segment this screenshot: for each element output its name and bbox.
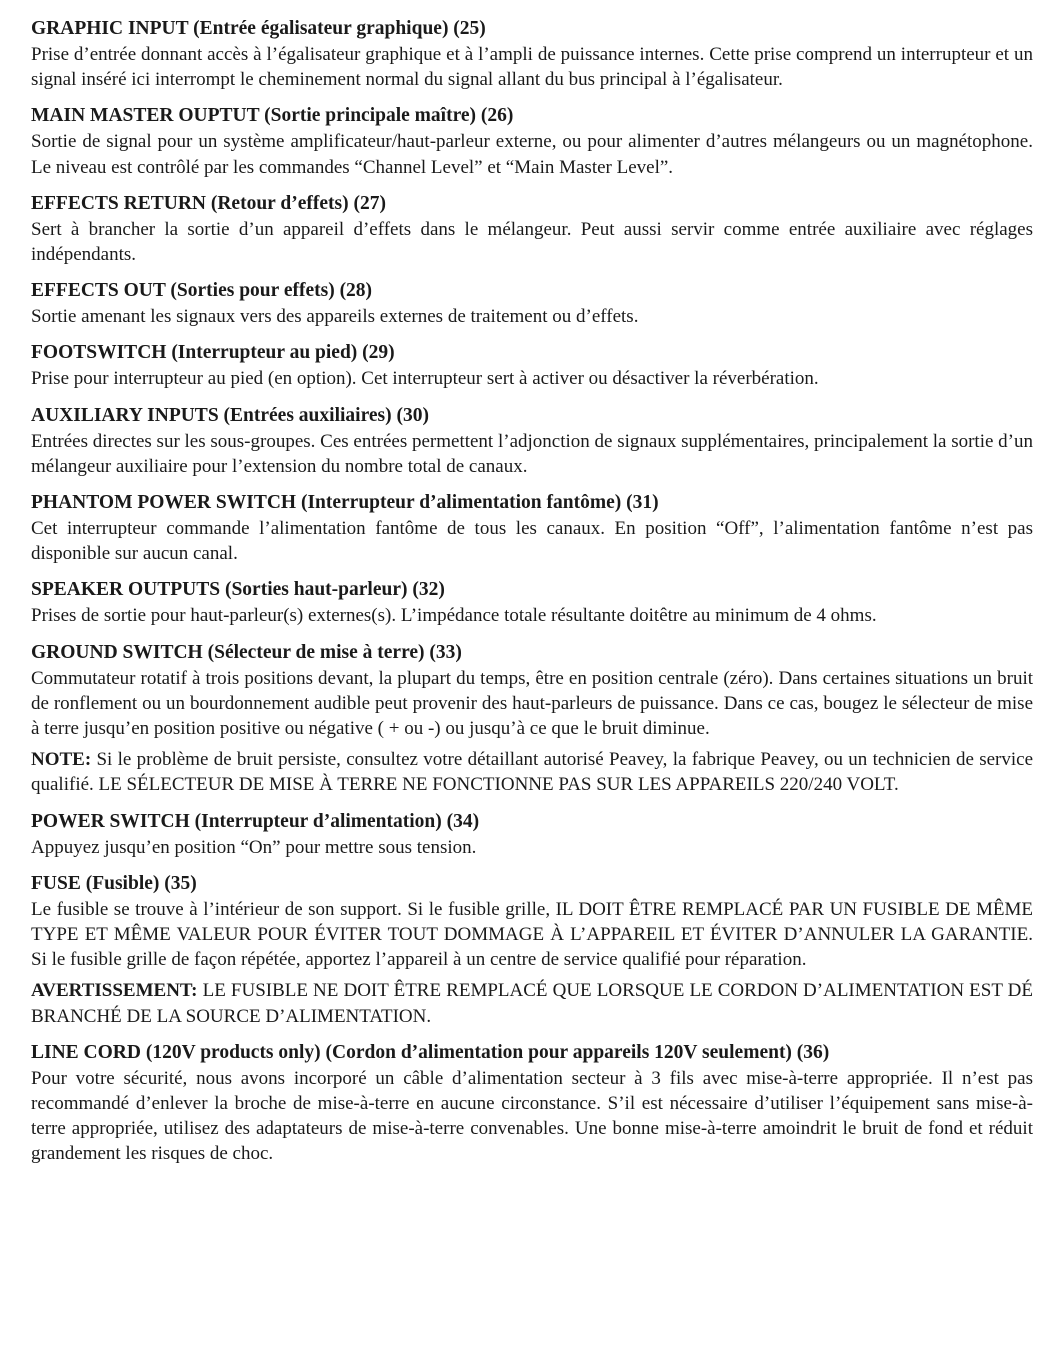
section-body: Pour votre sécurité, nous avons incorporé un câble d’alimentation secteur à 3 fils avec mise-à-terre appropriée. Il n’est pas recommandé d’enlever la broche de mise-à-terre en aucune circonstance. S’il est nécessaire d’utiliser l’équipement sans mise-à-terre appropriée, utilisez des adaptateurs de mise-à-terre convenables. Une bonne mise-à-terre amoindrit le bruit de fond et réduit grandement les risques de choc. (31, 1067, 1033, 1165)
section-heading: GRAPHIC INPUT (Entrée égalisateur graphique) (25) (31, 18, 486, 39)
section-heading: FUSE (Fusible) (35) (31, 872, 197, 894)
section-footswitch (31, 340, 1033, 391)
section-heading: EFFECTS RETURN (Retour d’effets) (27) (31, 192, 386, 214)
section-heading: POWER SWITCH (Interrupteur d’alimentation) (34) (31, 810, 480, 832)
section-body: Entrées directes sur les sous-groupes. Ces entrées permettent l’adjonction de signaux supplémentaires, principalement la sortie d’un mélangeur auxiliaire pour l’extension du nombre total de canaux. (31, 430, 1033, 477)
section-speaker-outputs (31, 577, 1033, 628)
document-page (31, 16, 1033, 1178)
note-label: NOTE: (31, 749, 92, 771)
section-body: Appuyez jusqu’en position “On” pour mettre sous tension. (31, 836, 477, 858)
section-body: Commutateur rotatif à trois positions devant, la plupart du temps, être en position centrale (zéro). Dans certaines situations un bruit de ronflement ou un bourdonnement audible peut provenir des haut-parleurs de puissance. Dans ce cas, bougez le sélecteur de mise à terre jusqu’en position positive ou négative ( + ou -) ou jusqu’à ce que le bruit diminue. (31, 667, 1033, 740)
note-paragraph (31, 747, 1033, 797)
warning-fuse (31, 978, 1033, 1028)
section-heading: PHANTOM POWER SWITCH (Interrupteur d’alimentation fantôme) (31) (31, 492, 659, 514)
section-phantom-power-switch (31, 490, 1033, 566)
warning-text: LE FUSIBLE NE DOIT ÊTRE REMPLACÉ QUE LORSQUE LE CORDON D’ALIMENTATION EST DÉ BRANCHÉ DE LA SOURCE D’ALIMENTATION. (31, 980, 1033, 1027)
section-body: Sortie de signal pour un système amplificateur/haut-parleur externe, ou pour alimenter d’autres mélangeurs ou un magnétophone. Le niveau est contrôlé par les commandes “Channel Level” et “Main Master Level”. (31, 131, 1033, 178)
section-heading: LINE CORD (120V products only) (Cordon d’alimentation pour appareils 120V seulement) (36) (31, 1041, 830, 1063)
section-fuse (31, 871, 1033, 973)
section-heading: AUXILIARY INPUTS (Entrées auxiliaires) (30) (31, 404, 429, 426)
section-effects-return (31, 191, 1033, 267)
section-body: Prise pour interrupteur au pied (en option). Cet interrupteur sert à activer ou désactiver la réverbération. (31, 368, 819, 390)
section-heading: EFFECTS OUT (Sorties pour effets) (28) (31, 280, 373, 302)
section-body: Prises de sortie pour haut-parleur(s) externes(s). L’impédance totale résultante doitêtre au minimum de 4 ohms. (31, 605, 877, 627)
section-body: Sert à brancher la sortie d’un appareil d’effets dans le mélangeur. Peut aussi servir comme entrée auxiliaire avec réglages indépendants. (31, 218, 1033, 266)
section-body: Sortie amenant les signaux vers des appareils externes de traitement ou d’effets. (31, 306, 639, 328)
section-heading: FOOTSWITCH (Interrupteur au pied) (29) (31, 342, 395, 364)
section-heading: GROUND SWITCH (Sélecteur de mise à terre) (33) (31, 641, 462, 663)
section-heading: MAIN MASTER OUPTUT (Sortie principale maître) (26) (31, 105, 514, 127)
note-ground-switch (31, 747, 1033, 797)
section-line-cord (31, 1040, 1033, 1167)
section-effects-out (31, 278, 1033, 329)
section-auxiliary-inputs (31, 403, 1033, 479)
note-text: Si le problème de bruit persiste, consultez votre détaillant autorisé Peavey, la fabrique Peavey, ou un technicien de service qualifié. LE SÉLECTEUR DE MISE À TERRE NE FONCTIONNE PAS SUR LES APPAREILS 220/240 VOLT. (31, 749, 1033, 796)
section-power-switch (31, 809, 1033, 860)
section-body: Prise d’entrée donnant accès à l’égalisateur graphique et à l’ampli de puissance internes. Cette prise comprend un interrupteur et un signal inséré ici interrompt le cheminement normal du signal allant du bus principal à l’égalisateur. (31, 44, 1033, 91)
warning-label: AVERTISSEMENT: (31, 980, 198, 1002)
section-ground-switch (31, 640, 1033, 742)
warning-paragraph (31, 978, 1033, 1028)
section-body: Cet interrupteur commande l’alimentation fantôme de tous les canaux. En position “Off”, l’alimentation fantôme n’est pas disponible sur aucun canal. (31, 518, 1033, 565)
section-graphic-input (31, 16, 1033, 92)
section-heading: SPEAKER OUTPUTS (Sorties haut-parleur) (32) (31, 579, 445, 601)
section-body: Le fusible se trouve à l’intérieur de son support. Si le fusible grille, IL DOIT ÊTRE REMPLACÉ PAR UN FUSIBLE DE MÊME TYPE ET MÊME VALEUR POUR ÉVITER TOUT DOMMAGE À L’APPAREIL ET ÉVITER D’ANNULER LA GARANTIE. Si le fusible grille de façon répétée, apportez l’appareil à un centre de service qualifié pour réparation. (31, 898, 1033, 971)
section-main-master-output (31, 103, 1033, 179)
